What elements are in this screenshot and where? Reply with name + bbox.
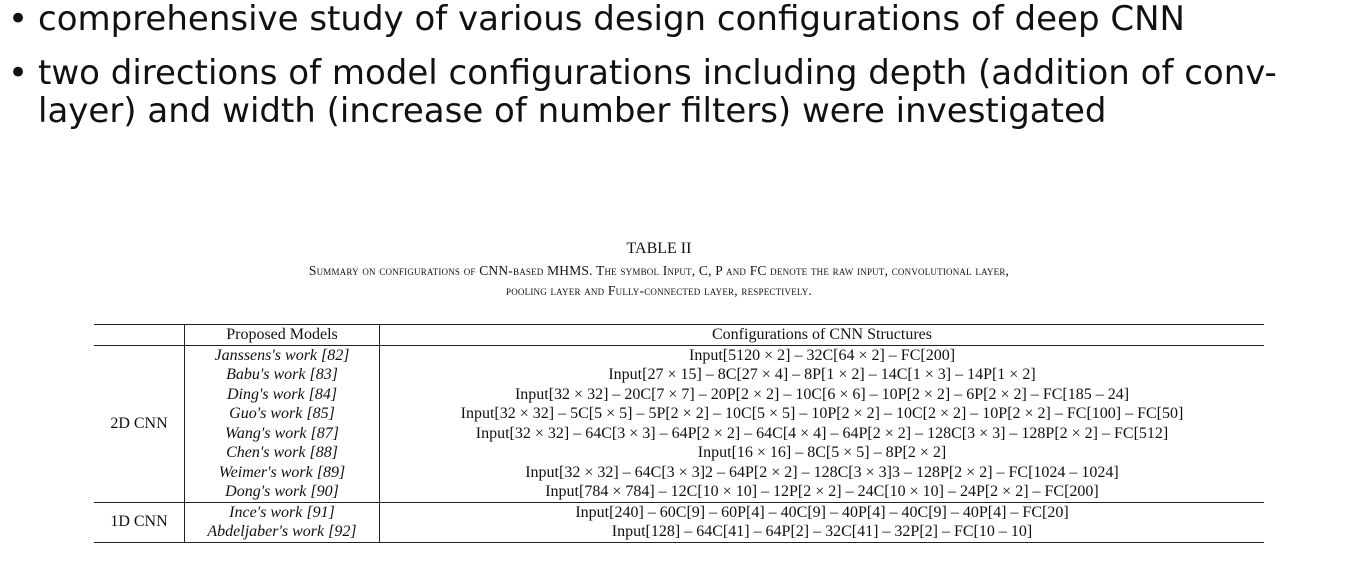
table-row bbox=[94, 482, 1264, 502]
table-row bbox=[94, 502, 1264, 522]
table-caption-line: Summary on configurations of CNN-based MHMS. The symbol Input, C, P and FC denote the raw input, convolutional layer, bbox=[308, 263, 1010, 278]
config-cell: Input[5120 × 2] – 32C[64 × 2] – FC[200] bbox=[688, 346, 956, 364]
bullet-item bbox=[8, 0, 1353, 38]
group-label: 1D CNN bbox=[94, 502, 185, 542]
config-cell: Input[16 × 16] – 8C[5 × 5] – 8P[2 × 2] bbox=[697, 444, 947, 461]
header-models-cell: Proposed Models bbox=[185, 325, 380, 346]
bullet-dot-icon: • bbox=[8, 53, 29, 93]
config-cell: Input[32 × 32] – 64C[3 × 3]2 – 64P[2 × 2] – 128C[3 × 3]3 – 128P[2 × 2] – FC[1024 – 1024] bbox=[525, 463, 1119, 481]
bullet-item bbox=[8, 54, 1353, 130]
bullet-text: comprehensive study of various design configurations of deep CNN bbox=[38, 0, 1185, 39]
table-row bbox=[94, 522, 1264, 542]
table-row bbox=[94, 385, 1264, 405]
header-config-cell: Configurations of CNN Structures bbox=[380, 325, 1265, 346]
config-cell: Input[32 × 32] – 64C[3 × 3] – 64P[2 × 2] – 64C[4 × 4] – 64P[2 × 2] – 128C[3 × 3] – 128P[2 × 2] – FC[512] bbox=[475, 424, 1169, 442]
table-header-row bbox=[94, 325, 1264, 346]
config-cell: Input[32 × 32] – 5C[5 × 5] – 5P[2 × 2] – 10C[5 × 5] – 10P[2 × 2] – 10C[2 × 2] – 10P[2 × 2] – FC[100] – FC[50] bbox=[460, 405, 1184, 422]
model-cell: Guo's work [85] bbox=[185, 404, 380, 424]
config-cell: Input[784 × 784] – 12C[10 × 10] – 12P[2 × 2] – 24C[10 × 10] – 24P[2 × 2] – FC[200] bbox=[380, 482, 1265, 502]
model-cell: Weimer's work [89] bbox=[185, 463, 380, 483]
model-cell: Chen's work [88] bbox=[185, 443, 380, 463]
header-group-cell bbox=[94, 325, 185, 346]
table-label: TABLE II bbox=[626, 240, 692, 257]
table-caption-line: pooling layer and Fully-connected layer, respectively. bbox=[506, 283, 812, 298]
bullet-dot-icon: • bbox=[8, 0, 29, 39]
config-cell: Input[128] – 64C[41] – 64P[2] – 32C[41] – 32P[2] – FC[10 – 10] bbox=[380, 522, 1265, 542]
model-cell: Abdeljaber's work [92] bbox=[185, 522, 380, 542]
config-cell: Input[32 × 32] – 20C[7 × 7] – 20P[2 × 2] – 10C[6 × 6] – 10P[2 × 2] – 6P[2 × 2] – FC[185 – 24] bbox=[514, 385, 1130, 403]
config-cell: Input[240] – 60C[9] – 60P[4] – 40C[9] – 40P[4] – 40C[9] – 40P[4] – FC[20] bbox=[575, 503, 1069, 521]
group-label: 2D CNN bbox=[94, 345, 185, 502]
slide-bullet-list bbox=[8, 0, 1353, 130]
model-cell: Ding's work [84] bbox=[185, 385, 380, 405]
cnn-config-table bbox=[94, 324, 1264, 543]
table-row bbox=[94, 345, 1264, 365]
config-cell: Input[27 × 15] – 8C[27 × 4] – 8P[1 × 2] – 14C[1 × 3] – 14P[1 × 2] bbox=[608, 366, 1036, 383]
table-row bbox=[94, 424, 1264, 444]
model-cell: Janssens's work [82] bbox=[185, 345, 380, 365]
table-row bbox=[94, 443, 1264, 463]
model-cell: Wang's work [87] bbox=[185, 424, 380, 444]
table-row bbox=[94, 365, 1264, 385]
table-row bbox=[94, 463, 1264, 483]
model-cell: Ince's work [91] bbox=[185, 502, 380, 522]
table-row bbox=[94, 404, 1264, 424]
model-cell: Babu's work [83] bbox=[185, 365, 380, 385]
bullet-text: two directions of model configurations including depth (addition of conv-layer) and width (increase of number filters) were investigated bbox=[38, 53, 1277, 131]
model-cell: Dong's work [90] bbox=[185, 482, 380, 502]
